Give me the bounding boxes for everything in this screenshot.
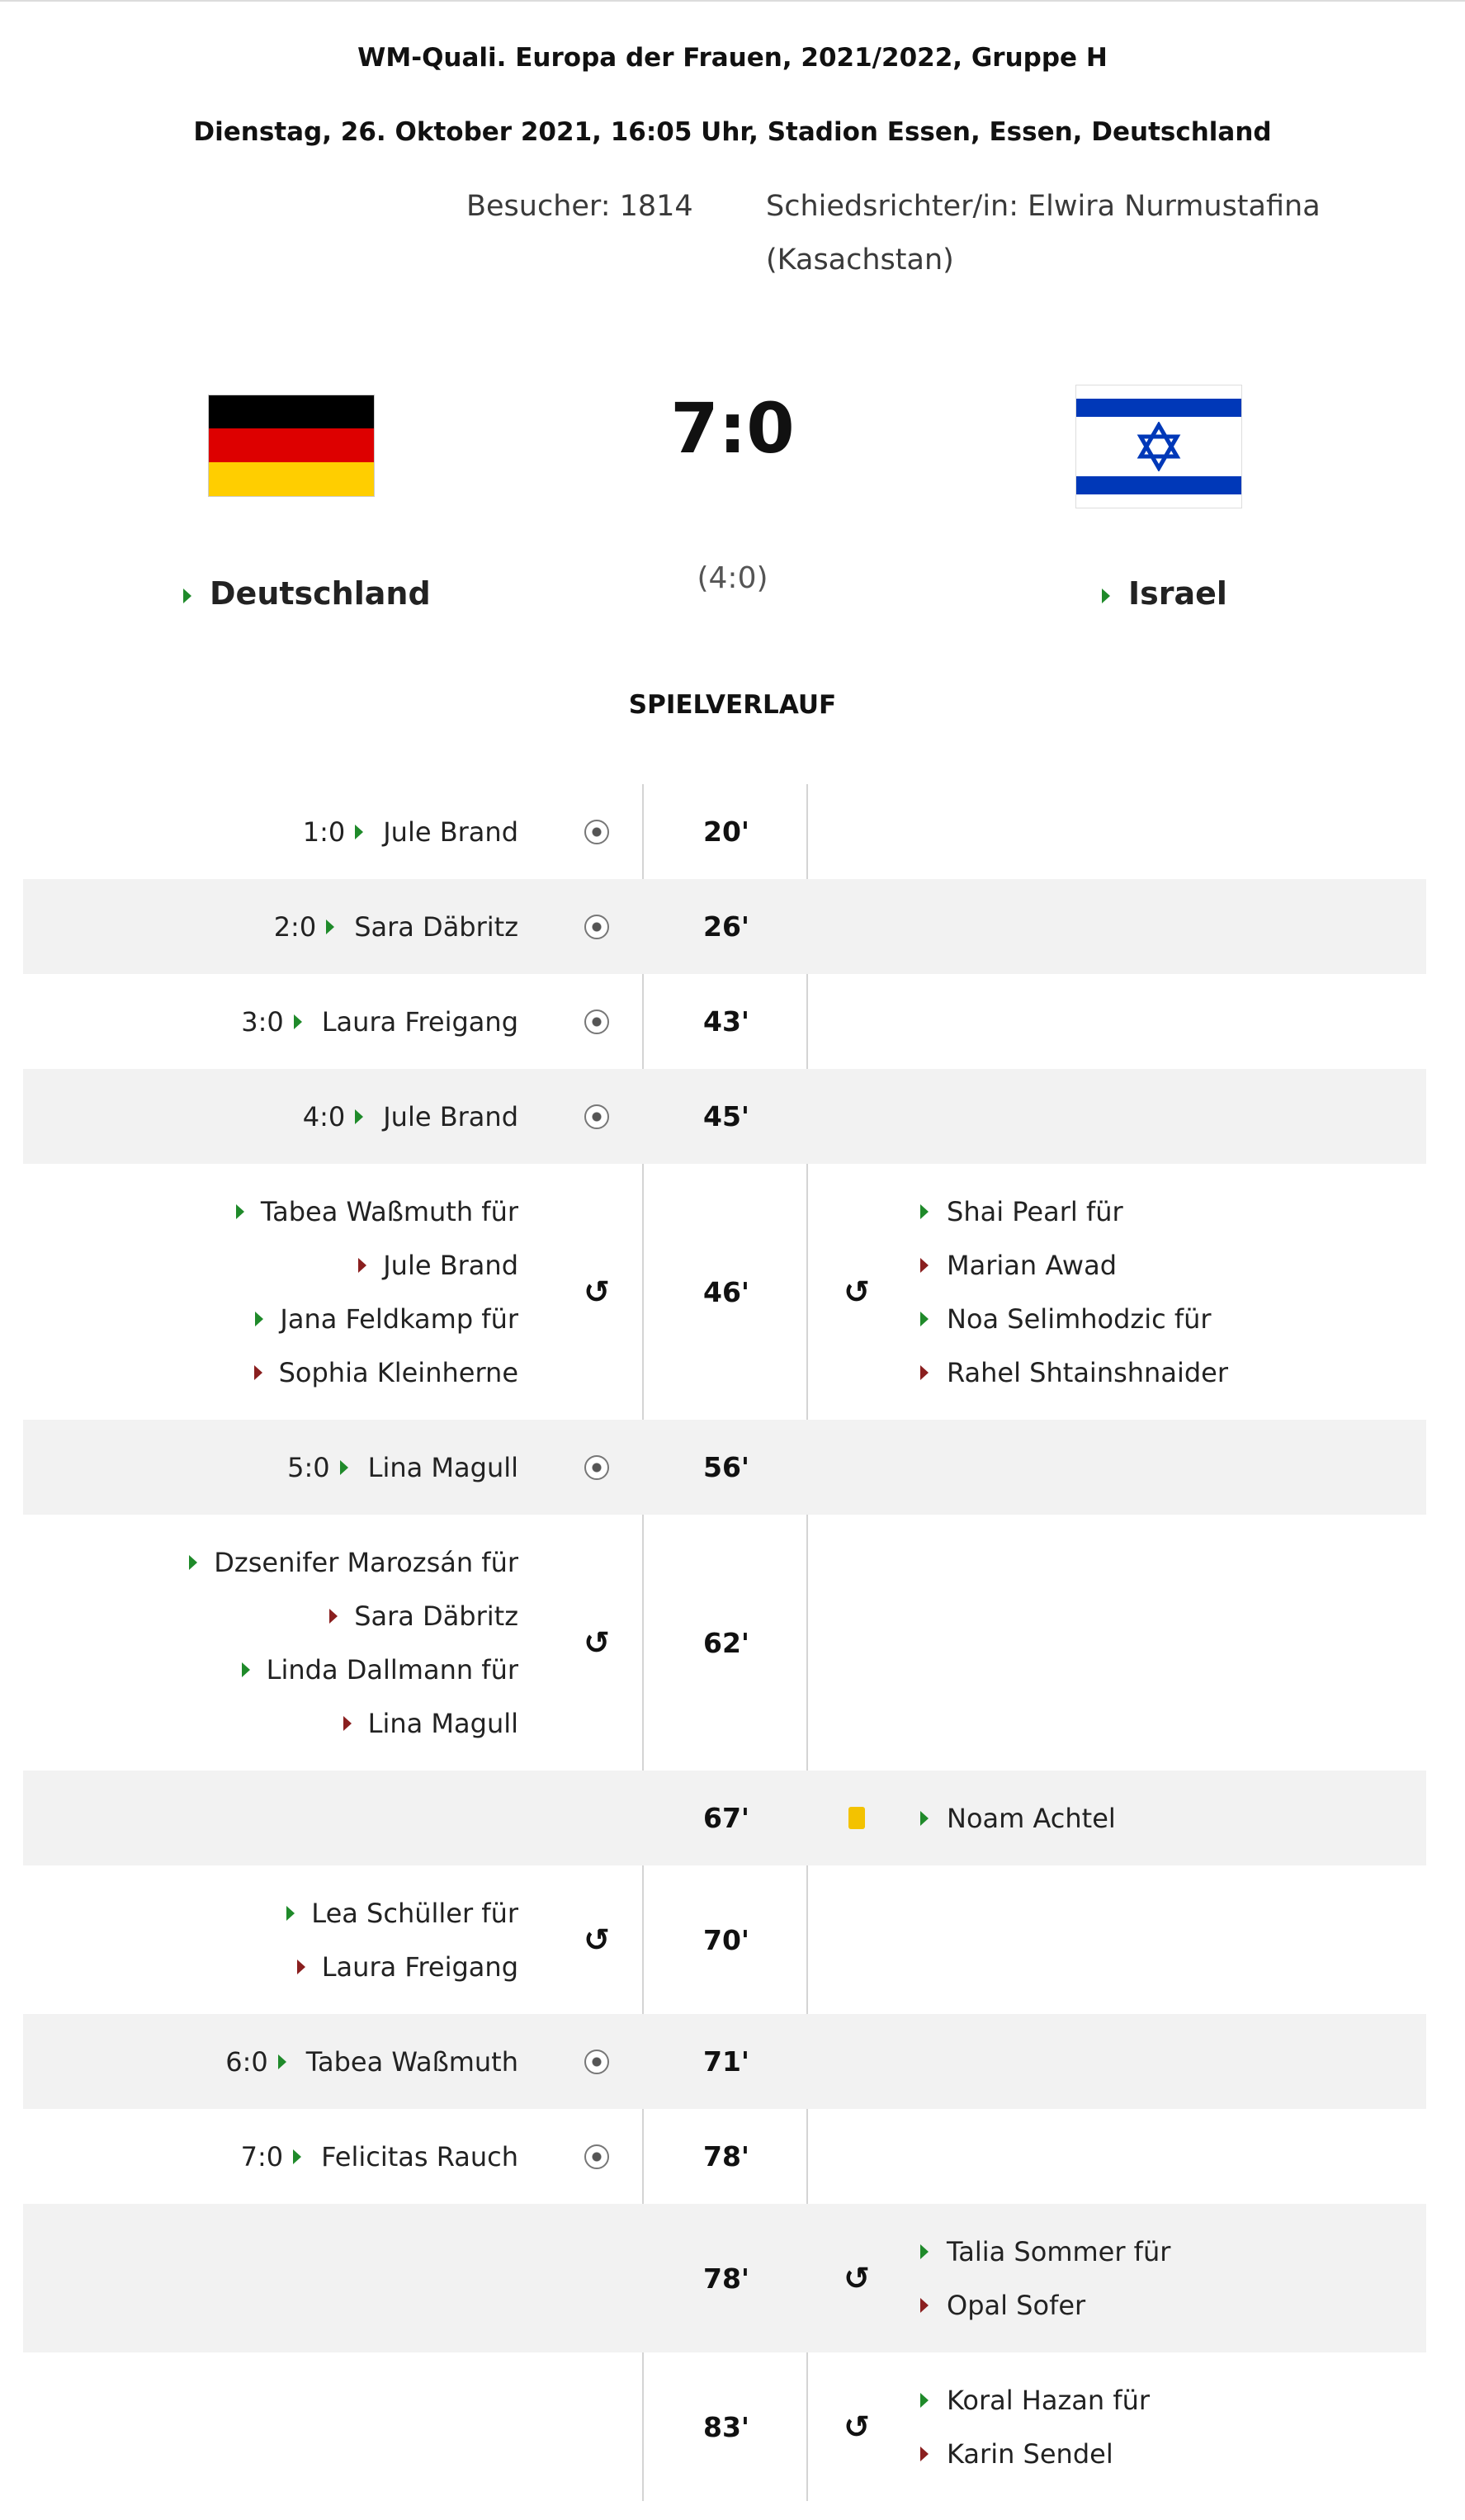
event-row	[23, 2109, 1426, 2204]
arrow-icon	[183, 589, 191, 603]
home-event-line	[303, 1090, 518, 1143]
sub-out-arrow-icon	[920, 2298, 929, 2313]
substitution-icon: ↺	[844, 1274, 870, 1310]
player-link[interactable]: Laura Freigang	[321, 1005, 518, 1038]
away-event-line	[910, 2373, 1150, 2427]
away-team-link[interactable]	[1102, 575, 1227, 612]
home-event-details	[23, 784, 518, 879]
home-event-line	[225, 2035, 518, 2088]
sub-out-arrow-icon	[920, 1365, 929, 1380]
sub-out-arrow-icon	[920, 2447, 929, 2461]
away-event-details	[910, 1771, 1422, 1865]
match-date-venue: Dienstag, 26. Oktober 2021, 16:05 Uhr, Stadion Essen, Essen, Deutschland	[193, 117, 1272, 147]
home-team-link[interactable]	[183, 575, 431, 612]
referee-country: (Kasachstan)	[766, 243, 954, 277]
player-arrow-icon	[920, 1204, 929, 1219]
player-link[interactable]: Jule Brand	[383, 816, 518, 848]
player-link[interactable]: Marian Awad	[947, 1249, 1118, 1281]
player-link[interactable]: Karin Sendel	[947, 2437, 1113, 2470]
player-arrow-icon	[920, 1312, 929, 1326]
event-minute: 83'	[702, 2410, 750, 2443]
event-row	[23, 1515, 1426, 1771]
player-link[interactable]: Linda Dallmann für	[266, 1653, 518, 1686]
player-link[interactable]: Rahel Shtainshnaider	[947, 1356, 1228, 1388]
event-minute: 71'	[702, 2045, 750, 2078]
sub-out-arrow-icon	[358, 1258, 366, 1273]
sub-out-arrow-icon	[297, 1960, 305, 1974]
event-minute: 26'	[702, 910, 750, 943]
home-event-line	[244, 1345, 518, 1399]
goal-score: 5:0	[287, 1451, 330, 1483]
substitution-icon: ↺	[584, 1922, 610, 1958]
event-row	[23, 1420, 1426, 1515]
top-divider	[0, 0, 1465, 2]
home-event-line	[319, 1589, 518, 1643]
player-arrow-icon	[242, 1662, 250, 1677]
home-event-line	[303, 805, 518, 858]
goal-ball-icon	[584, 2050, 609, 2074]
home-event-details	[23, 1420, 518, 1515]
event-row	[23, 974, 1426, 1069]
goal-score: 3:0	[241, 1005, 284, 1038]
home-event-line	[348, 1238, 518, 1292]
away-event-details	[910, 2204, 1422, 2352]
away-team-name: Israel	[1128, 575, 1227, 612]
sub-out-arrow-icon	[920, 1258, 929, 1273]
competition-title: WM-Quali. Europa der Frauen, 2021/2022, Gruppe H	[357, 43, 1108, 73]
away-event-line	[910, 1345, 1228, 1399]
goal-ball-icon	[584, 1455, 609, 1480]
away-event-line	[910, 2427, 1113, 2480]
event-row	[23, 1069, 1426, 1164]
sub-out-arrow-icon	[343, 1716, 352, 1731]
home-event-line	[232, 1643, 518, 1696]
sub-out-arrow-icon	[329, 1609, 338, 1624]
player-link[interactable]: Sophia Kleinherne	[278, 1356, 518, 1388]
home-event-line	[287, 1940, 518, 1993]
player-arrow-icon	[189, 1555, 197, 1570]
goal-score: 2:0	[273, 910, 317, 943]
event-minute: 62'	[702, 1626, 750, 1659]
away-event-line	[910, 2278, 1085, 2332]
player-link[interactable]: Tabea Waßmuth	[305, 2045, 518, 2078]
referee-name[interactable]: Elwira Nurmustafina	[1028, 190, 1321, 223]
away-event-line	[910, 2225, 1170, 2278]
yellow-card-icon	[848, 1807, 865, 1829]
event-row	[23, 1865, 1426, 2014]
home-event-details	[23, 1164, 518, 1420]
player-link[interactable]: Lina Magull	[367, 1451, 518, 1483]
player-link[interactable]: Jana Feldkamp für	[280, 1303, 518, 1335]
player-link[interactable]: Sara Däbritz	[354, 910, 518, 943]
home-team-name: Deutschland	[210, 575, 431, 612]
substitution-icon: ↺	[844, 2409, 870, 2445]
player-link[interactable]: Jule Brand	[383, 1249, 518, 1281]
player-arrow-icon	[340, 1460, 348, 1475]
event-minute: 70'	[702, 1923, 750, 1956]
arrow-icon	[1102, 589, 1110, 603]
event-row	[23, 1771, 1426, 1865]
home-event-line	[241, 995, 518, 1048]
player-arrow-icon	[286, 1906, 295, 1921]
goal-score: 4:0	[302, 1100, 346, 1132]
player-arrow-icon	[255, 1312, 263, 1326]
substitution-icon: ↺	[584, 1274, 610, 1310]
player-arrow-icon	[920, 1811, 929, 1826]
player-arrow-icon	[355, 1109, 363, 1124]
away-event-line	[910, 1238, 1117, 1292]
player-link[interactable]: Tabea Waßmuth für	[260, 1195, 518, 1227]
event-minute: 45'	[702, 1100, 750, 1132]
player-link[interactable]: Talia Sommer für	[947, 2235, 1171, 2267]
player-link[interactable]: Noam Achtel	[947, 1802, 1116, 1834]
event-minute: 78'	[702, 2262, 750, 2295]
sub-out-arrow-icon	[254, 1365, 262, 1380]
event-row	[23, 2014, 1426, 2109]
player-arrow-icon	[920, 2244, 929, 2259]
event-row	[23, 2352, 1426, 2501]
home-event-line	[333, 1696, 518, 1750]
event-row	[23, 1164, 1426, 1420]
attendance: Besucher: 1814	[466, 190, 693, 223]
home-event-line	[287, 1440, 518, 1494]
home-event-details	[23, 1515, 518, 1771]
player-link[interactable]: Dzsenifer Marozsán für	[214, 1546, 518, 1578]
away-event-details	[910, 1164, 1422, 1420]
player-arrow-icon	[278, 2054, 286, 2069]
player-link[interactable]: Felicitas Rauch	[321, 2140, 518, 2172]
goal-score: 1:0	[302, 816, 346, 848]
home-event-details	[23, 2014, 518, 2109]
player-arrow-icon	[326, 920, 334, 934]
substitution-icon: ↺	[844, 2260, 870, 2296]
player-link[interactable]: Koral Hazan für	[947, 2384, 1151, 2416]
event-row	[23, 879, 1426, 974]
event-minute: 78'	[702, 2140, 750, 2172]
section-title: SPIELVERLAUF	[628, 690, 837, 720]
away-event-details	[910, 2352, 1422, 2501]
away-event-line	[910, 1791, 1116, 1845]
home-event-details	[23, 1865, 518, 2014]
goal-ball-icon	[584, 1009, 609, 1034]
event-minute: 20'	[702, 816, 750, 848]
goal-ball-icon	[584, 2144, 609, 2169]
goal-ball-icon	[584, 820, 609, 844]
home-event-details	[23, 879, 518, 974]
player-arrow-icon	[236, 1204, 244, 1219]
player-arrow-icon	[355, 825, 363, 839]
away-event-line	[910, 1292, 1212, 1345]
home-event-line	[179, 1535, 518, 1589]
player-arrow-icon	[294, 1014, 302, 1029]
event-minute: 56'	[702, 1451, 750, 1483]
home-event-line	[245, 1292, 518, 1345]
substitution-icon: ↺	[584, 1624, 610, 1661]
home-event-line	[241, 2130, 518, 2183]
player-arrow-icon	[920, 2393, 929, 2408]
goal-score: 7:0	[240, 2140, 284, 2172]
home-event-line	[274, 900, 518, 953]
event-minute: 46'	[702, 1275, 750, 1308]
home-event-details	[23, 1069, 518, 1164]
player-link[interactable]: Noa Selimhodzic für	[947, 1303, 1212, 1335]
final-score: 7:0	[670, 388, 795, 469]
player-arrow-icon	[293, 2149, 301, 2164]
player-link[interactable]: Lina Magull	[367, 1707, 518, 1739]
event-minute: 67'	[702, 1802, 750, 1834]
referee-label: Schiedsrichter/in:	[766, 190, 1019, 223]
player-link[interactable]: Shai Pearl für	[947, 1195, 1123, 1227]
away-event-line	[910, 1184, 1123, 1238]
goal-ball-icon	[584, 1104, 609, 1129]
event-row	[23, 2204, 1426, 2352]
home-event-details	[23, 2109, 518, 2204]
home-event-line	[276, 1886, 518, 1940]
goal-ball-icon	[584, 915, 609, 939]
player-link[interactable]: Laura Freigang	[321, 1950, 518, 1983]
event-row	[23, 784, 1426, 879]
home-event-details	[23, 974, 518, 1069]
halftime-score: (4:0)	[697, 561, 768, 595]
player-link[interactable]: Opal Sofer	[947, 2289, 1086, 2321]
goal-score: 6:0	[225, 2045, 268, 2078]
home-event-line	[226, 1184, 518, 1238]
event-minute: 43'	[702, 1005, 750, 1038]
player-link[interactable]: Jule Brand	[383, 1100, 518, 1132]
player-link[interactable]: Sara Däbritz	[354, 1600, 518, 1632]
player-link[interactable]: Lea Schüller für	[311, 1897, 518, 1929]
